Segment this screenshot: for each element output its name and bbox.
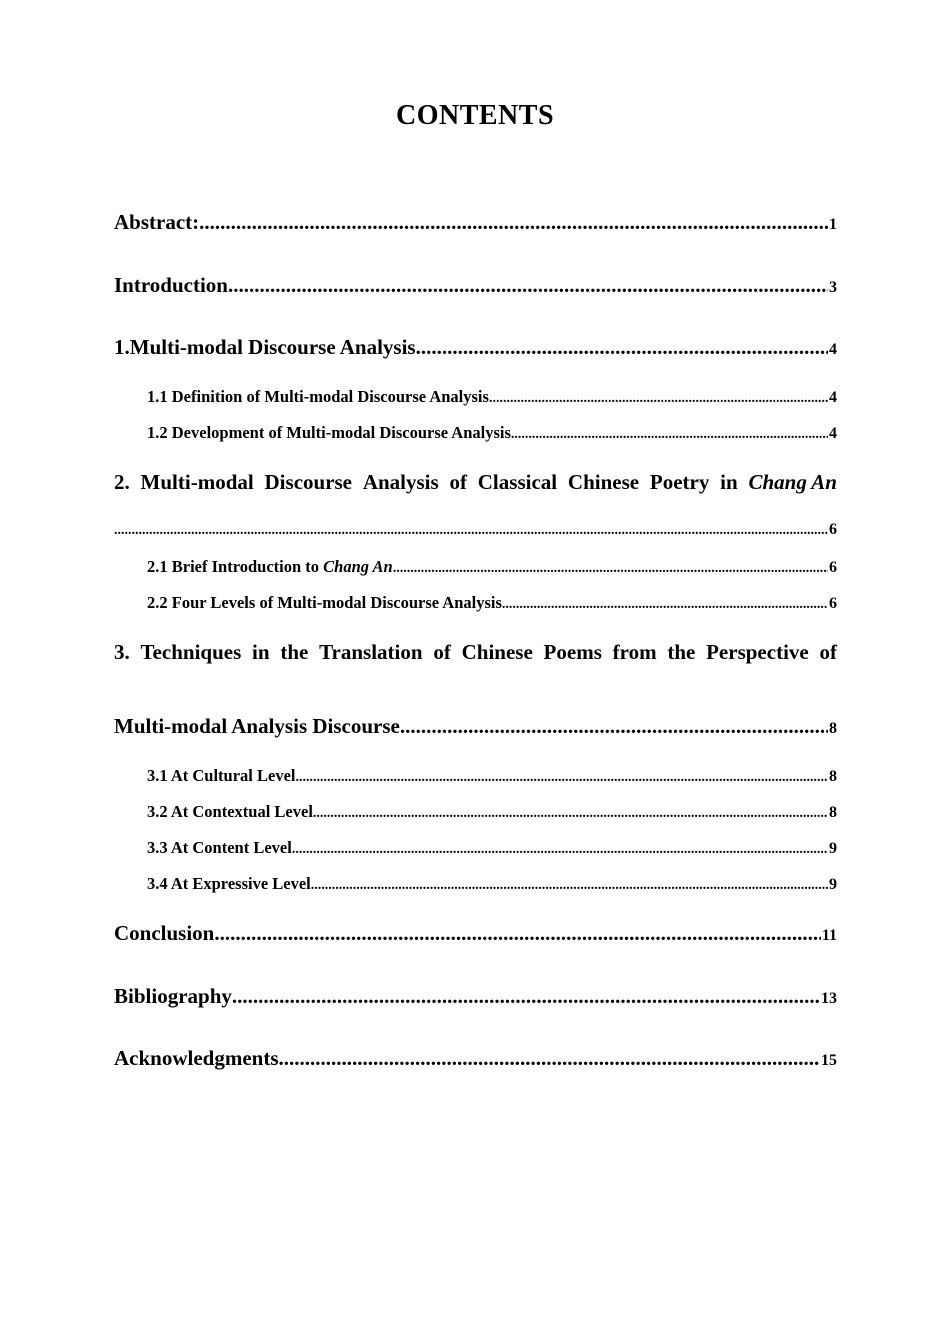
toc-word: Analysis <box>362 470 439 494</box>
toc-label: 1.Multi-modal Discourse Analysis <box>114 335 416 359</box>
toc-label: 3.3 At Content Level <box>147 838 292 857</box>
toc-page-number: 8 <box>829 804 837 821</box>
toc-page-number: 6 <box>829 521 837 538</box>
toc-word: Multi-modal <box>140 470 254 494</box>
toc-entry-section-2-2[interactable] <box>147 592 837 616</box>
dot-leader <box>199 208 828 236</box>
page-title: CONTENTS <box>395 100 555 131</box>
toc-entry-abstract[interactable] <box>114 208 837 239</box>
toc-word: of <box>449 470 467 494</box>
toc-label: 1.1 Definition of Multi-modal Discourse Analysis <box>147 387 489 406</box>
toc-label: Acknowledgments <box>114 1046 279 1070</box>
toc-entry-chapter-1[interactable] <box>114 333 837 364</box>
toc-word: the <box>280 640 309 664</box>
toc-entry-section-3-1[interactable] <box>147 765 837 789</box>
toc-word: 2. <box>114 470 130 494</box>
toc-label: Conclusion <box>114 921 215 945</box>
toc-label: 2.2 Four Levels of Multi-modal Discourse Analysis <box>147 593 502 612</box>
dot-leader <box>311 875 828 897</box>
dot-leader <box>489 388 828 410</box>
toc-word: Techniques <box>140 640 242 664</box>
toc-word: of <box>433 640 451 664</box>
toc-entry-section-2-1[interactable] <box>147 556 837 580</box>
toc-page-number: 9 <box>829 840 837 857</box>
toc-word: Discourse <box>264 470 353 494</box>
toc-entry-bibliography[interactable] <box>114 982 837 1013</box>
toc-entry-acknowledgments[interactable] <box>114 1044 837 1075</box>
toc-word: from <box>612 640 657 664</box>
toc-page-number: 4 <box>829 425 837 442</box>
toc-page-number: 8 <box>829 720 837 737</box>
toc-label: Multi-modal Analysis Discourse <box>114 714 400 738</box>
toc-word: in <box>720 470 738 494</box>
toc-label: 2.1 Brief Introduction to Chang An <box>147 557 393 576</box>
dot-leader <box>228 271 828 299</box>
dot-leader <box>279 1044 820 1072</box>
toc-word: the <box>667 640 696 664</box>
dot-leader <box>313 803 828 825</box>
toc-entry-chapter-2[interactable] <box>114 468 837 496</box>
toc-page-number: 6 <box>829 559 837 576</box>
toc-entry-section-3-3[interactable] <box>147 837 837 861</box>
dot-leader <box>502 594 828 616</box>
toc-word: Classical <box>477 470 558 494</box>
toc-label: Introduction <box>114 273 228 297</box>
toc-word: Poems <box>543 640 602 664</box>
dot-leader <box>114 517 828 545</box>
dot-leader <box>296 767 829 789</box>
toc-entry-chapter-2-leader[interactable] <box>114 516 837 545</box>
toc-word: Perspective <box>706 640 809 664</box>
toc-italic-title: Chang An <box>748 470 837 494</box>
toc-page-number: 6 <box>829 595 837 612</box>
toc-entry-conclusion[interactable] <box>114 919 837 950</box>
toc-entry-section-1-2[interactable] <box>147 422 837 446</box>
toc-word: Chinese <box>567 470 640 494</box>
toc-page-number: 15 <box>821 1052 837 1069</box>
dot-leader <box>511 424 828 446</box>
toc-label: Abstract: <box>114 210 200 234</box>
toc-word: 3. <box>114 640 130 664</box>
toc-entry-introduction[interactable] <box>114 271 837 302</box>
toc-word: of <box>819 640 837 664</box>
toc-label: 3.1 At Cultural Level <box>147 766 296 785</box>
toc-entry-section-3-4[interactable] <box>147 873 837 897</box>
toc-entry-chapter-3[interactable] <box>114 638 837 666</box>
dot-leader <box>214 919 821 947</box>
toc-page-number: 4 <box>829 389 837 406</box>
dot-leader <box>416 333 828 361</box>
toc-page-number: 13 <box>821 990 837 1007</box>
dot-leader <box>232 982 820 1010</box>
toc-label: 3.2 At Contextual Level <box>147 802 313 821</box>
toc-entry-section-3-2[interactable] <box>147 801 837 825</box>
toc-entry-section-1-1[interactable] <box>147 386 837 410</box>
toc-label: Bibliography <box>114 984 232 1008</box>
toc-page-number: 11 <box>821 927 837 944</box>
toc-page-number: 8 <box>829 768 837 785</box>
dot-leader <box>393 558 828 580</box>
toc-word: in <box>252 640 270 664</box>
toc-page-number: 1 <box>829 216 837 233</box>
toc-entry-chapter-3-line2[interactable] <box>114 712 837 743</box>
dot-leader <box>400 712 828 740</box>
toc-word: Translation <box>319 640 423 664</box>
toc-page-number: 3 <box>829 279 837 296</box>
toc-label: 1.2 Development of Multi-modal Discourse Analysis <box>147 423 511 442</box>
toc-word: Chinese <box>461 640 533 664</box>
toc-page-number: 4 <box>829 341 837 358</box>
toc-label: 3.4 At Expressive Level <box>147 874 311 893</box>
toc-word: Poetry <box>649 470 710 494</box>
toc-page-number: 9 <box>829 876 837 893</box>
dot-leader <box>292 839 828 861</box>
